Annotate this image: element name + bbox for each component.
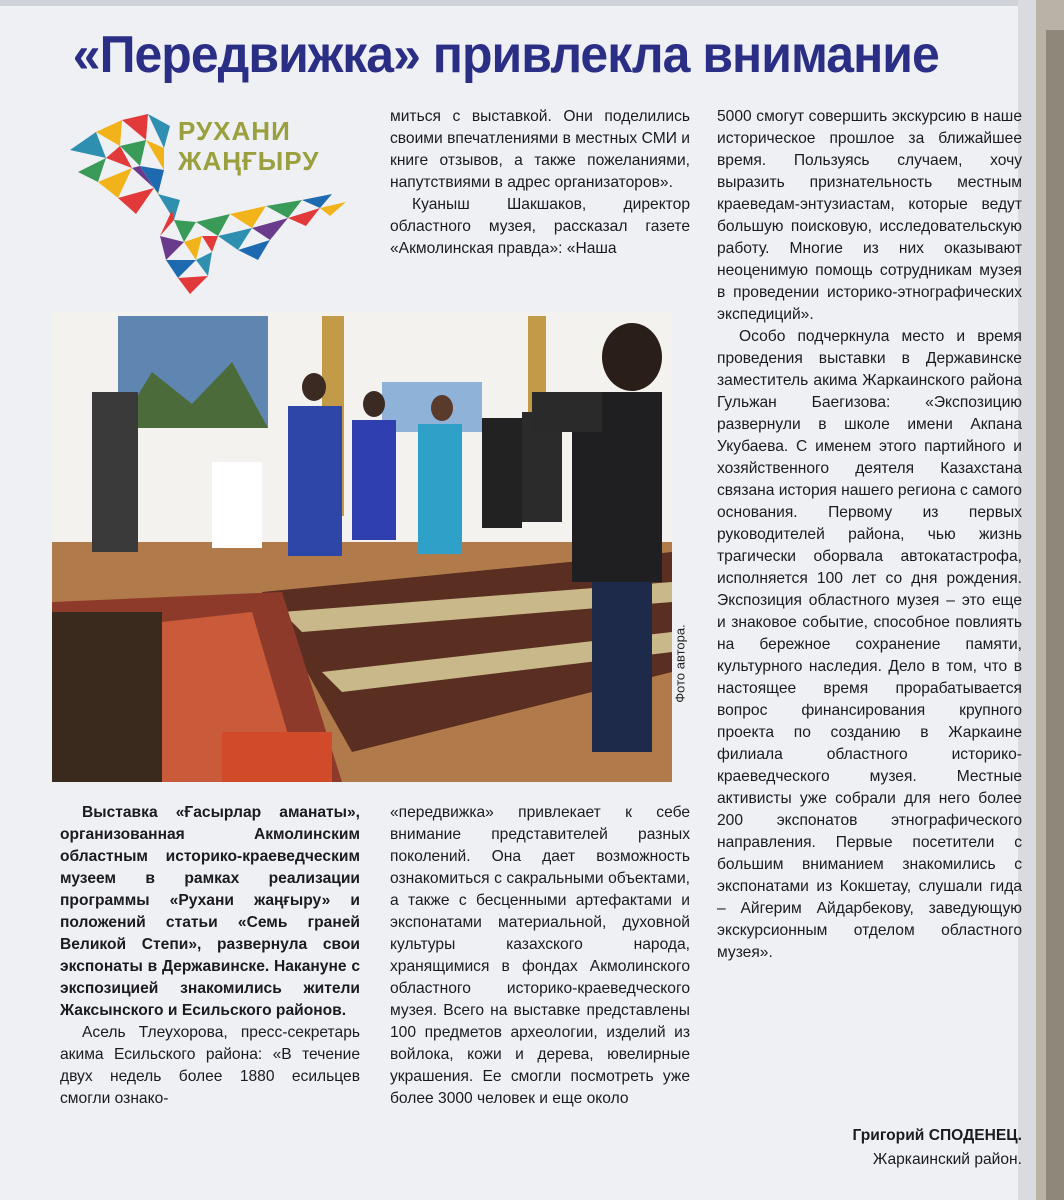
byline (717, 1124, 1022, 1172)
lead-paragraph: Выставка «Ғасырлар аманаты», организованная Акмолинским областным историко-краеведческим музеем в рамках реализации программы «Рухани жаңғыру» и положений статьи «Семь граней Великой Степи», развернула свои экспонаты в Державинске. Накануне с экспозицией знакомились жители Жаксынского и Есильского районов. (60, 804, 360, 1019)
top-rule (0, 0, 1018, 6)
paragraph: 5000 смогут совершить экскурсию в наше историческое прошлое за ближайшее время. Пользуясь случаем, хочу выразить признательность местным краеведам-энтузиастам, которые ведут большую поисковую, исследовательскую работу. Многие из них оказывают неоценимую помощь сотрудникам музея в проведении историко-этнографических экспедиций». (717, 108, 1022, 323)
paragraph: Асель Тлеухорова, пресс-секретарь акима Есильского района: «В течение двух недель более 1880 есильцев смогли ознако- (60, 1024, 360, 1107)
photo-credit (672, 560, 692, 780)
column-2-bottom (390, 802, 690, 1110)
rukhani-zhangyru-logo (62, 110, 362, 300)
logo-text-line1: РУХАНИ (178, 116, 291, 146)
author-name: Григорий СПОДЕНЕЦ. (852, 1127, 1022, 1144)
paragraph: миться с выставкой. Они поделились своими впечатлениями в местных СМИ и книге отзывов, а также пожеланиями, напутствиями в адрес организаторов». (390, 108, 690, 191)
author-district: Жаркаинский район. (872, 1151, 1022, 1168)
exhibition-photo-image (52, 312, 672, 782)
column-3 (717, 106, 1022, 964)
paragraph: Куаныш Шакшаков, директор областного музея, рассказал газете «Акмолинская правда»: «Наша (390, 196, 690, 257)
logo-text-line2: ЖАҢҒЫРУ (178, 146, 320, 176)
column-2-top (390, 106, 690, 260)
photo-credit-text: Фото автора. (672, 624, 688, 703)
column-1 (60, 802, 360, 1110)
paragraph: «передвижка» привлекает к себе внимание представителей разных поколений. Она дает возможность ознакомиться с сакральными объектами, а также с бесценными артефактами и экспонатами материальной, духовной культуры казахского народа, хранящимися в фондах Акмолинского областного историко-краеведческого музея. Всего на выставке представлены 100 предметов археологии, изделий из войлока, кожи и дерева, ювелирные украшения. Ее смогли посмотреть уже более 3000 человек и еще около (390, 804, 690, 1107)
headline: «Передвижка» привлекла внимание (72, 26, 939, 84)
page-edge-shadow (1046, 30, 1064, 1200)
exhibition-photo (52, 312, 672, 782)
paragraph: Особо подчеркнула место и время проведения выставки в Державинске заместитель акима Жаркаинского района Гульжан Баегизова: «Экспозицию развернули в школе имени Акпана Укубаева. С именем этого партийного и хозяйственного деятеля Казахстана связана история нашего региона с самого основания. Первому из первых руководителей района, чью жизнь трагически оборвала автокатастрофа, исполняется 100 лет со дня рождения. Экспозиция областного музея – это еще и знаковое событие, способное повлиять на бережное сохранение памяти, культурного наследия. Дело в том, что в настоящее время прорабатывается вопрос финансирования крупного проекта по созданию в Жаркаине филиала областного историко-краеведческого музея. Местные активисты уже собрали для него более 200 экспонатов этнографического направления. Первые посетители с большим вниманием знакомились с экспонатами из Кокшетау, слушали гида – Айгерим Айдарбекову, заведующую экскурсионным отделом областного музея». (717, 328, 1022, 961)
